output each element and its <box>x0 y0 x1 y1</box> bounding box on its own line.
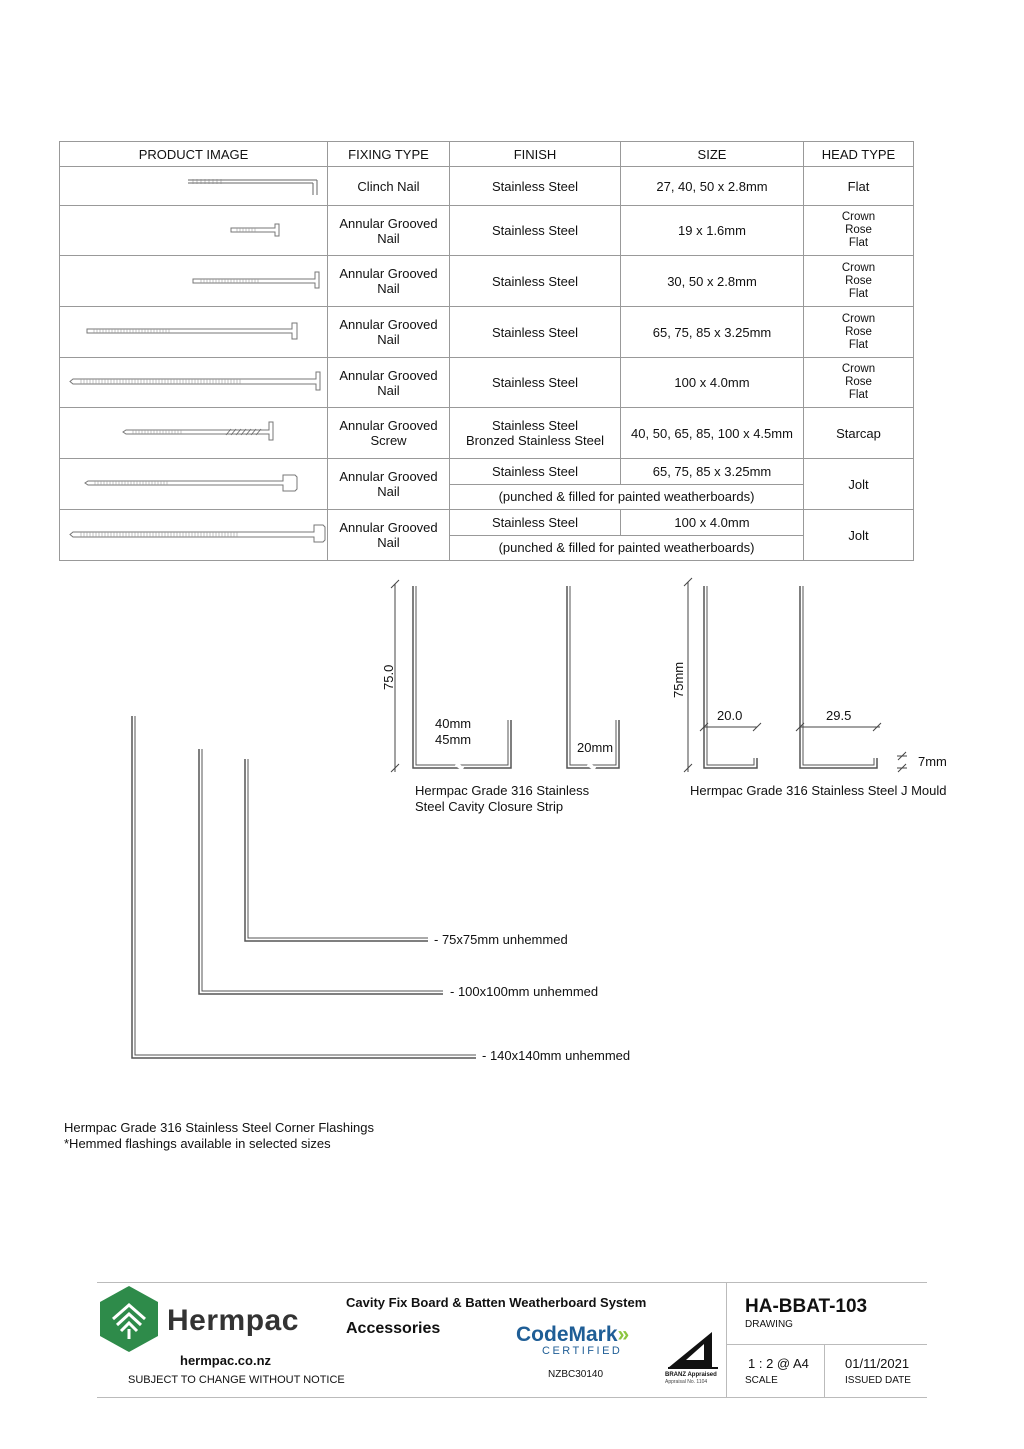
finish-note: (punched & filled for painted weatherboards) <box>450 535 804 561</box>
j-mould-width-label: 29.5 <box>826 708 852 723</box>
fixing-type <box>328 510 450 561</box>
fixing-type <box>328 459 450 510</box>
small-annular-nail-icon <box>61 206 327 252</box>
head-type-line: Crown <box>841 363 876 375</box>
codemark-certified: CERTIFIED <box>542 1345 623 1357</box>
finish-line: Bronzed Stainless Steel <box>465 433 605 448</box>
nail-image <box>60 510 328 561</box>
width-label: 40mm <box>435 716 472 731</box>
table-row <box>60 256 914 307</box>
drawing-subtitle: Accessories <box>346 1320 441 1337</box>
corner-flashing-100-drawing <box>199 749 443 994</box>
nail-image <box>60 459 328 510</box>
fixing-type-line: Annular Grooved <box>339 266 438 281</box>
flashing-label: - 100x100mm unhemmed <box>450 984 599 999</box>
annular-screw-icon <box>61 408 327 455</box>
nail-image <box>60 206 328 256</box>
fixing-type-line: Nail <box>377 535 400 550</box>
corner-flashings-caption: Hermpac Grade 316 Stainless Steel Corner Flashings <box>64 1120 374 1135</box>
size: 27, 40, 50 x 2.8mm <box>621 167 804 206</box>
head-type-line: Flat <box>848 237 869 249</box>
fixing-type-line: Annular Grooved <box>339 317 438 332</box>
website: hermpac.co.nz <box>180 1353 272 1368</box>
fixing-type <box>328 408 450 459</box>
long-jolt-nail-icon <box>61 510 327 557</box>
footer-divider <box>726 1282 727 1398</box>
size: 100 x 4.0mm <box>621 510 804 536</box>
column-header: SIZE <box>621 142 804 167</box>
j-mould-20-drawing <box>704 586 757 768</box>
table-row <box>60 206 914 256</box>
table-row <box>60 307 914 358</box>
head-type-line: Flat <box>848 287 869 300</box>
fixing-type-line: Annular Grooved <box>339 469 438 484</box>
table-row <box>60 358 914 408</box>
scale-label: SCALE <box>745 1375 778 1386</box>
column-header: HEAD TYPE <box>804 142 914 167</box>
head-type-line: Flat <box>848 389 869 401</box>
nail-image <box>60 256 328 307</box>
head-type: Starcap <box>804 408 914 459</box>
long-annular-nail-icon <box>61 307 327 354</box>
footer-bottom-rule <box>97 1397 927 1398</box>
cavity-closure-caption: Steel Cavity Closure Strip <box>415 799 564 814</box>
j-mould-29-drawing <box>800 586 877 768</box>
fixing-type-line: Nail <box>377 281 400 296</box>
fixing-type-line: Annular Grooved <box>339 215 438 231</box>
fixing-type-line: Nail <box>377 230 400 246</box>
j-mould-return-label: 7mm <box>918 754 947 769</box>
size: 100 x 4.0mm <box>621 358 804 408</box>
head-type-line: Rose <box>845 224 872 236</box>
size: 65, 75, 85 x 3.25mm <box>621 307 804 358</box>
head-type <box>804 206 914 256</box>
nail-image <box>60 358 328 408</box>
head-type-line: Rose <box>845 274 872 287</box>
size: 65, 75, 85 x 3.25mm <box>621 459 804 485</box>
column-header: FINISH <box>450 142 621 167</box>
footer-top-rule <box>97 1282 927 1283</box>
disclaimer: SUBJECT TO CHANGE WITHOUT NOTICE <box>128 1374 345 1386</box>
fixing-type <box>328 206 450 256</box>
column-header: FIXING TYPE <box>328 142 450 167</box>
fixings-table <box>59 141 914 561</box>
fixing-type-line: Screw <box>370 433 407 448</box>
fixing-type <box>328 307 450 358</box>
fixing-type-line: Annular Grooved <box>339 520 438 535</box>
fixing-type <box>328 256 450 307</box>
finish: Stainless Steel <box>450 256 621 307</box>
size: 19 x 1.6mm <box>621 206 804 256</box>
finish-line: Stainless Steel <box>492 418 578 433</box>
branz-number: Appraisal No. 1104 <box>665 1379 708 1385</box>
codemark-logo <box>516 1323 629 1347</box>
jolt-nail-icon <box>61 459 327 506</box>
head-type <box>804 307 914 358</box>
finish <box>450 408 621 459</box>
branz-logo-icon <box>666 1330 720 1372</box>
drawing-label: DRAWING <box>745 1319 793 1330</box>
finish: Stainless Steel <box>450 459 621 485</box>
size: 30, 50 x 2.8mm <box>621 256 804 307</box>
table-row <box>60 408 914 459</box>
brand-name: Hermpac <box>167 1304 299 1337</box>
table-row <box>60 167 914 206</box>
fixing-type-line: Annular Grooved <box>339 367 438 383</box>
head-type-line: Flat <box>848 338 869 351</box>
fixing-type-line: Nail <box>377 332 400 347</box>
finish-note: (punched & filled for painted weatherboards) <box>450 484 804 510</box>
codemark-text: CodeMark <box>516 1323 618 1346</box>
column-header: PRODUCT IMAGE <box>60 142 328 167</box>
finish: Stainless Steel <box>450 307 621 358</box>
finish: Stainless Steel <box>450 510 621 536</box>
head-type <box>804 256 914 307</box>
head-type-line: Rose <box>845 376 872 388</box>
table-row <box>60 510 914 536</box>
footer-divider <box>726 1344 927 1345</box>
hermpac-logo-icon <box>99 1285 159 1353</box>
table-row <box>60 459 914 485</box>
nail-image <box>60 408 328 459</box>
corner-flashing-75-drawing <box>245 759 428 941</box>
nail-image <box>60 307 328 358</box>
j-mould-caption: Hermpac Grade 316 Stainless Steel J Mould <box>690 783 947 798</box>
j-mould-height-label: 75mm <box>671 661 686 698</box>
head-type: Jolt <box>804 510 914 561</box>
head-type-line: Rose <box>845 325 872 338</box>
j-mould-height-dimension <box>684 578 761 772</box>
head-type-line: Crown <box>841 261 876 274</box>
nail-image <box>60 167 328 206</box>
fixing-type-line: Annular Grooved <box>339 418 438 433</box>
codemark-number: NZBC30140 <box>548 1369 604 1380</box>
head-type-line: Crown <box>841 211 876 223</box>
height-label: 75.0 <box>381 664 396 690</box>
head-type-line: Crown <box>841 312 876 325</box>
finish: Stainless Steel <box>450 358 621 408</box>
head-type: Flat <box>804 167 914 206</box>
flashing-label: - 75x75mm unhemmed <box>434 932 568 947</box>
flashing-label: - 140x140mm unhemmed <box>482 1048 631 1063</box>
issued-date: 01/11/2021 <box>845 1356 910 1371</box>
fixing-type-line: Nail <box>377 382 400 398</box>
finish: Stainless Steel <box>450 167 621 206</box>
fixing-type <box>328 358 450 408</box>
chevron-right-icon: » <box>617 1323 630 1346</box>
extra-long-annular-nail-icon <box>61 358 327 404</box>
technical-drawings <box>0 560 1024 1090</box>
issued-date-label: ISSUED DATE <box>845 1375 911 1386</box>
j-mould-width-label: 20.0 <box>717 708 743 723</box>
finish: Stainless Steel <box>450 206 621 256</box>
branz-label: BRANZ Appraised <box>665 1372 717 1378</box>
head-type: Jolt <box>804 459 914 510</box>
clinch-nail-icon <box>61 167 327 202</box>
medium-annular-nail-icon <box>61 256 327 303</box>
fixing-type: Clinch Nail <box>328 167 450 206</box>
head-type <box>804 358 914 408</box>
narrow-width-label: 20mm <box>577 740 614 755</box>
fixing-type-line: Nail <box>377 484 400 499</box>
size: 40, 50, 65, 85, 100 x 4.5mm <box>621 408 804 459</box>
system-title: Cavity Fix Board & Batten Weatherboard System <box>346 1295 647 1310</box>
scale-value: 1 : 2 @ A4 <box>748 1356 809 1371</box>
cavity-closure-caption: Hermpac Grade 316 Stainless <box>415 783 590 798</box>
corner-flashings-note: *Hemmed flashings available in selected sizes <box>64 1136 331 1151</box>
footer-divider <box>824 1344 825 1398</box>
width-label: 45mm <box>435 732 472 747</box>
drawing-number: HA-BBAT-103 <box>745 1296 868 1317</box>
table-header-row <box>60 142 914 167</box>
